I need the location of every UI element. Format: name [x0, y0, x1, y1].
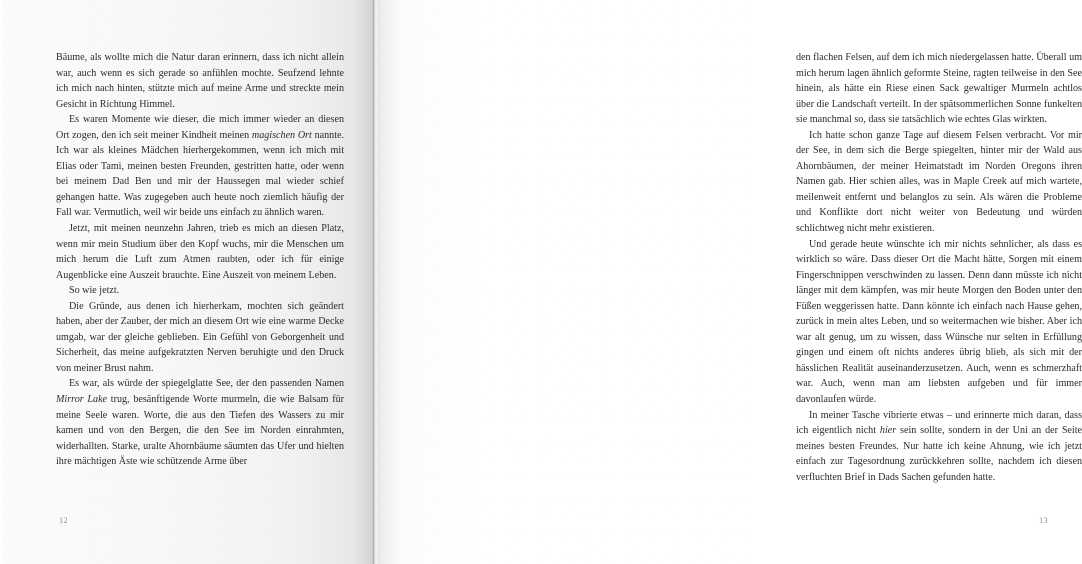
left-page	[0, 0, 374, 564]
left-page-outer-edge	[0, 0, 3, 564]
italic-run: magischen Ort	[251, 129, 312, 141]
paragraph: Es waren Momente wie dieser, die mich immer wieder an diesen Ort zogen, den ich seit meiner Kindheit meinen magischen Ort nannte. Ich war als kleines Mädchen hierhergekommen, wenn ich mich mit Elias oder Tami, meinen besten Freunden, gestritten hatte, oder wenn bei meinem Dad Ben und mir der Haussegen mal wieder schief gehangen hatte. Was zugegeben auch heute noch ziemlich häufig der Fall war. Vermutlich, weil wir beide uns einfach zu ähnlich waren.	[56, 114, 345, 219]
paragraph: Bäume, als wollte mich die Natur daran erinnern, dass ich nicht allein war, auch wenn es sich gerade so anfühlen mochte. Seufzend lehnte ich mich nach hinten, stützte mich auf meine Arme und streckte mein Gesicht in Richtung Himmel.	[56, 52, 344, 110]
right-page-text	[796, 50, 1082, 485]
paragraph: Jetzt, mit meinen neunzehn Jahren, trieb es mich an diesen Platz, wenn mir mein Studium über den Kopf wuchs, mir die Menschen um mich herum die Luft zum Atmen raubten, oder ich für einige Augenblicke eine Auszeit brauchte. Eine Auszeit von meinem Leben.	[56, 223, 344, 281]
italic-run: hier	[879, 425, 897, 437]
paragraph: Die Gründe, aus denen ich hierherkam, mochten sich geändert haben, aber der Zauber, der mich an diesem Ort wie eine warme Decke umgab, war der gleiche geblieben. Ein Gefühl von Geborgenheit und Sicherheit, das meine aufgekratzten Nerven beruhigte und den Druck von meiner Brust nahm.	[56, 300, 344, 374]
paper-grain-right	[374, 0, 750, 564]
left-page-text	[56, 50, 344, 470]
italic-run: Mirror Lake	[56, 394, 108, 406]
right-page-outer-edge	[747, 0, 750, 564]
paragraph: In meiner Tasche vibrierte etwas – und erinnerte mich daran, dass ich eigentlich nicht hier sein sollte, sondern in der Uni an der Seite meines besten Freundes. Nur hatte ich keine Ahnung, wie ich jetzt einfach zur Tagesordnung zurückkehren sollte, nachdem ich diesen verfluchten Brief in Dads Sachen gefunden hatte.	[796, 409, 1082, 483]
right-page-folio: 13	[1039, 516, 1048, 525]
paragraph: So wie jetzt.	[69, 285, 120, 297]
paragraph: den flachen Felsen, auf dem ich mich niedergelassen hatte. Überall um mich herum lagen ähnlich geformte Steine, ragten teilweise in den See hinein, als hätte ein Riese einen Sack gewaltiger Murmeln achtlos über die Landschaft verteilt. In der spätsommerlichen Sonne funkelten sie manchmal so, dass sie tatsächlich wie echtes Glas wirkten.	[796, 52, 1082, 126]
paragraph: Und gerade heute wünschte ich mir nichts sehnlicher, als dass es wirklich so wäre. Dass dieser Ort die Macht hätte, Sorgen mit einem Fingerschnippen verschwinden zu lassen. Denn dann müsste ich nicht länger mit dem kämpfen, was mir heute Morgen den Boden unter den Füßen weggerissen hatte. Dann könnte ich einfach nach Hause gehen, zurück in mein altes Leben, und so weitermachen wie bisher. Aber ich war alt genug, um zu wissen, dass Wünsche nur selten in Erfüllung gingen und einem oft nichts anderes übrig blieb, als sich mit der hässlichen Realität auseinanderzusetzen. Auch, wenn es schmerzhaft war. Auch, wenn man am liebsten aufgeben und für immer davonlaufen würde.	[796, 238, 1082, 406]
right-page	[374, 0, 1082, 564]
paragraph: Ich hatte schon ganze Tage auf diesem Felsen verbracht. Vor mir der See, in dem sich die Berge spiegelten, hinter mir der Wald aus Ahornbäumen, der meiner Heimatstadt im Norden Oregons ihren Namen gab. Hier schien alles, was in Maple Creek auf mich wartete, meilenweit entfernt und belanglos zu sein. Als wären die Probleme und Konflikte dort nicht weiter von Bedeutung und würden schlichtweg nicht mehr existieren.	[796, 129, 1082, 235]
paragraph: Es war, als würde der spiegelglatte See, der den passenden Namen Mirror Lake trug, besänftigende Worte murmeln, die wie Balsam für meine Seele waren. Worte, die aus den Tiefen des Wassers zu mir kamen und von den Bergen, die den See im Norden einrahmten, widerhallten. Starke, uralte Ahornbäume säumten das Ufer und hielten ihre mächtigen Äste wie schützende Arme über	[56, 378, 344, 468]
left-page-folio: 12	[59, 516, 68, 525]
